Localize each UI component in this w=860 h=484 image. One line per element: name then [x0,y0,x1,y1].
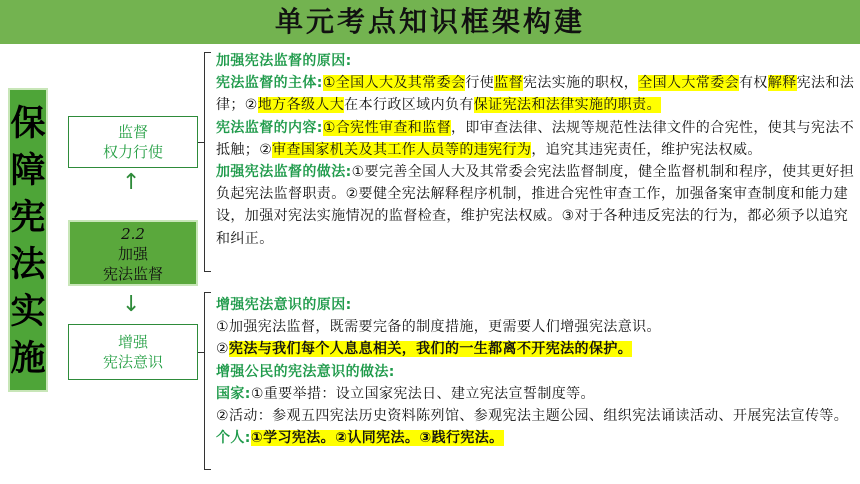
awareness-reason-2: ②宪法与我们每个人息息相关，我们的一生都离不开宪法的保护。 [216,341,633,358]
supervision-subject: 宪法监督的主体:①全国人大及其常委会行使监督宪法实施的职权，全国人大常委会有权解释宪法和法律；②地方各级人大在本行政区域内负有保证宪法和法律实施的职责。 [216,75,855,114]
box-top-line2: 权力行使 [102,143,163,161]
bracket-lower [204,292,211,470]
supervision-reason-heading: 加强宪法监督的原因: [216,53,352,69]
box-top-line1: 监督 [117,123,148,141]
awareness-national: 国家:①重要举措：设立国家宪法日、建立宪法宣誓制度等。 [216,385,595,402]
awareness-reason-1: ①加强宪法监督，既需要完备的制度措施，更需要人们增强宪法意识。 [216,319,661,336]
awareness-section [216,294,856,449]
supervision-methods: 加强宪法监督的做法:①要完善全国人大及其常委会宪法监督制度，健全监督机制和程序，使其更好担负起宪法监督职责。②要健全宪法解释程序机制，推进合宪性审查工作，加强备案审查制度和能力建设，加强对宪法实施情况的监督检查，维护宪法权威。③对于各种违反宪法的行为，都必须予以追究和纠正。 [216,164,855,247]
vertical-title-box [8,88,48,392]
arrow-up-icon: ↑ [122,170,141,195]
box-bottom-line1: 增强 [117,333,148,351]
awareness-reason-heading: 增强宪法意识的原因: [216,297,352,313]
box-mid-line1: 2.2 [121,225,145,243]
awareness-personal: 个人:①学习宪法。②认同宪法。③践行宪法。 [216,430,504,447]
vertical-title: 保障宪法实施 [10,103,46,379]
constitution-awareness-box [68,324,198,380]
arrow-down-icon: ↓ [122,292,141,317]
supervise-power-box [68,116,198,168]
box-bottom-line2: 宪法意识 [102,353,163,371]
bracket-upper [204,52,211,272]
supervision-section [216,50,856,250]
page-title: 单元考点知识框架构建 [274,5,585,38]
box-mid-line2: 加强 [117,245,148,263]
strengthen-supervision-box [68,220,198,286]
supervision-content: 宪法监督的内容:①合宪性审查和监督，即审查法律、法规等规范性法律文件的合宪性，使其与宪法不抵触；②审查国家机关及其工作人员等的违宪行为，追究其违宪责任，维护宪法权威。 [216,119,855,158]
box-mid-line3: 宪法监督 [102,265,163,283]
awareness-methods-heading: 增强公民的宪法意识的做法: [216,363,395,380]
awareness-activities: ②活动：参观五四宪法历史资料陈列馆、参观宪法主题公园、组织宪法诵读活动、开展宪法宣传等。 [216,408,849,425]
